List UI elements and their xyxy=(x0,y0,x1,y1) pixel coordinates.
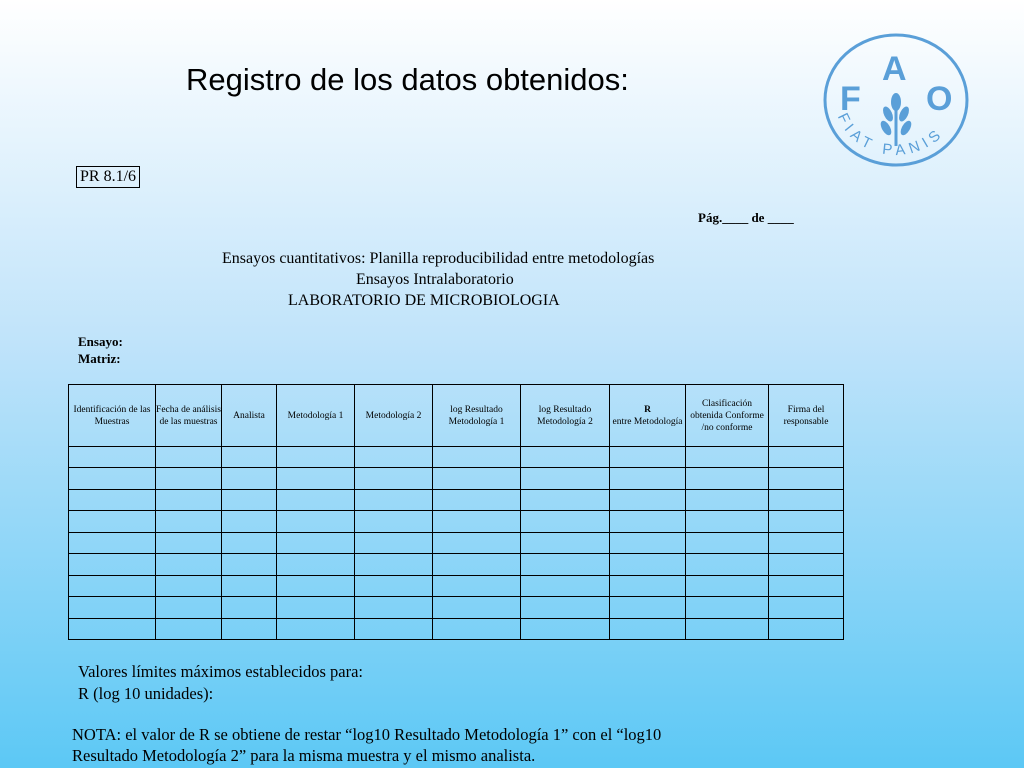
table-cell xyxy=(69,447,156,468)
table-cell xyxy=(686,511,769,532)
table-cell xyxy=(69,511,156,532)
table-row xyxy=(69,618,844,640)
logo-letter-a: A xyxy=(882,50,907,88)
table-cell xyxy=(686,618,769,640)
table-cell xyxy=(156,618,222,640)
table-cell xyxy=(769,489,844,510)
table-cell xyxy=(222,511,277,532)
note-line-1: NOTA: el valor de R se obtiene de restar “log10 Resultado Metodología 1” con el “log10 xyxy=(72,725,662,744)
col-header-metodologia-1: Metodología 1 xyxy=(277,385,355,447)
table-cell xyxy=(222,618,277,640)
col-header-analista: Analista xyxy=(222,385,277,447)
table-cell xyxy=(355,618,433,640)
table-cell xyxy=(433,532,521,553)
table-cell xyxy=(156,575,222,596)
table-cell xyxy=(222,597,277,618)
fao-logo xyxy=(822,32,970,168)
table-cell xyxy=(156,447,222,468)
table-cell xyxy=(521,489,610,510)
logo-motto: FIAT PANIS xyxy=(833,110,948,160)
document-heading-1: Ensayos cuantitativos: Planilla reproducibilidad entre metodologías xyxy=(222,250,655,267)
table-cell xyxy=(69,554,156,575)
table-cell xyxy=(521,575,610,596)
table-cell xyxy=(69,575,156,596)
table-row xyxy=(69,468,844,489)
field-ensayo-label: Ensayo: xyxy=(78,334,123,349)
table-cell xyxy=(769,532,844,553)
table-row xyxy=(69,532,844,553)
table-cell xyxy=(769,554,844,575)
table-cell xyxy=(433,618,521,640)
table-cell xyxy=(433,489,521,510)
table-row xyxy=(69,575,844,596)
table-cell xyxy=(222,554,277,575)
table-cell xyxy=(156,597,222,618)
table-cell xyxy=(355,489,433,510)
document-heading-2: Ensayos Intralaboratorio xyxy=(356,271,514,288)
table-cell xyxy=(686,597,769,618)
table-cell xyxy=(686,532,769,553)
document-code: PR 8.1/6 xyxy=(76,166,140,188)
table-cell xyxy=(521,447,610,468)
page-number: Pág.____ de ____ xyxy=(698,210,794,225)
table-cell xyxy=(355,532,433,553)
table-cell xyxy=(610,447,686,468)
table-cell xyxy=(156,489,222,510)
table-cell xyxy=(769,575,844,596)
table-cell xyxy=(355,597,433,618)
table-cell xyxy=(69,597,156,618)
table-cell xyxy=(610,575,686,596)
table-cell xyxy=(521,511,610,532)
table-row xyxy=(69,489,844,510)
col-header-log-resultado-2: log Resultado Metodología 2 xyxy=(521,385,610,447)
table-cell xyxy=(686,554,769,575)
table-cell xyxy=(156,468,222,489)
col-header-fecha: Fecha de análisis de las muestras xyxy=(156,385,222,447)
col-header-clasificacion: Clasificación obtenida Conforme /no conforme xyxy=(686,385,769,447)
col-header-log-resultado-1: log Resultado Metodología 1 xyxy=(433,385,521,447)
table-cell xyxy=(69,468,156,489)
table-cell xyxy=(610,532,686,553)
table-cell xyxy=(69,618,156,640)
col-header-r-sub: entre Metodología xyxy=(612,416,683,427)
slide-title: Registro de los datos obtenidos: xyxy=(186,62,629,97)
table-cell xyxy=(277,447,355,468)
table-cell xyxy=(610,468,686,489)
table-cell xyxy=(277,554,355,575)
col-header-metodologia-2: Metodología 2 xyxy=(355,385,433,447)
table-cell xyxy=(686,575,769,596)
table-cell xyxy=(610,511,686,532)
table-cell xyxy=(521,618,610,640)
table-cell xyxy=(277,468,355,489)
table-cell xyxy=(355,575,433,596)
table-row xyxy=(69,511,844,532)
table-cell xyxy=(610,597,686,618)
table-cell xyxy=(355,554,433,575)
logo-letter-o: O xyxy=(926,80,953,118)
limits-line-2: R (log 10 unidades): xyxy=(78,684,214,703)
col-header-r xyxy=(610,385,686,447)
field-matriz-label: Matriz: xyxy=(78,351,121,366)
table-header-row xyxy=(69,385,844,447)
table-cell xyxy=(610,489,686,510)
table-cell xyxy=(521,468,610,489)
table-cell xyxy=(222,447,277,468)
table-cell xyxy=(769,468,844,489)
table-cell xyxy=(686,489,769,510)
table-cell xyxy=(521,597,610,618)
table-cell xyxy=(222,532,277,553)
col-header-r-label: R xyxy=(644,404,651,415)
table-cell xyxy=(610,618,686,640)
table-cell xyxy=(156,511,222,532)
table-body xyxy=(69,447,844,640)
table-cell xyxy=(277,575,355,596)
col-header-firma: Firma del responsable xyxy=(769,385,844,447)
table-cell xyxy=(433,554,521,575)
table-cell xyxy=(769,618,844,640)
table-row xyxy=(69,554,844,575)
table-cell xyxy=(521,554,610,575)
table-cell xyxy=(156,554,222,575)
table-cell xyxy=(355,468,433,489)
table-cell xyxy=(769,447,844,468)
table-cell xyxy=(769,511,844,532)
table-cell xyxy=(69,489,156,510)
table-cell xyxy=(277,532,355,553)
table-cell xyxy=(433,511,521,532)
table-cell xyxy=(610,554,686,575)
table-cell xyxy=(222,468,277,489)
table-cell xyxy=(433,597,521,618)
table-cell xyxy=(277,597,355,618)
table-cell xyxy=(277,618,355,640)
table-cell xyxy=(277,511,355,532)
limits-line-1: Valores límites máximos establecidos para: xyxy=(78,662,364,681)
table-row xyxy=(69,447,844,468)
table-cell xyxy=(433,447,521,468)
table-cell xyxy=(355,511,433,532)
data-register-table xyxy=(68,384,844,640)
table-cell xyxy=(222,489,277,510)
table-cell xyxy=(769,597,844,618)
table-cell xyxy=(686,447,769,468)
table-cell xyxy=(355,447,433,468)
table-cell xyxy=(433,468,521,489)
table-cell xyxy=(156,532,222,553)
table-cell xyxy=(69,532,156,553)
document-heading-3: LABORATORIO DE MICROBIOLOGIA xyxy=(288,292,560,309)
note-line-2: Resultado Metodología 2” para la misma muestra y el mismo analista. xyxy=(72,746,536,765)
table-row xyxy=(69,597,844,618)
col-header-identificacion: Identificación de las Muestras xyxy=(69,385,156,447)
table-cell xyxy=(521,532,610,553)
logo-letter-f: F xyxy=(840,80,861,118)
table-cell xyxy=(222,575,277,596)
table-cell xyxy=(277,489,355,510)
table-cell xyxy=(433,575,521,596)
table-cell xyxy=(686,468,769,489)
